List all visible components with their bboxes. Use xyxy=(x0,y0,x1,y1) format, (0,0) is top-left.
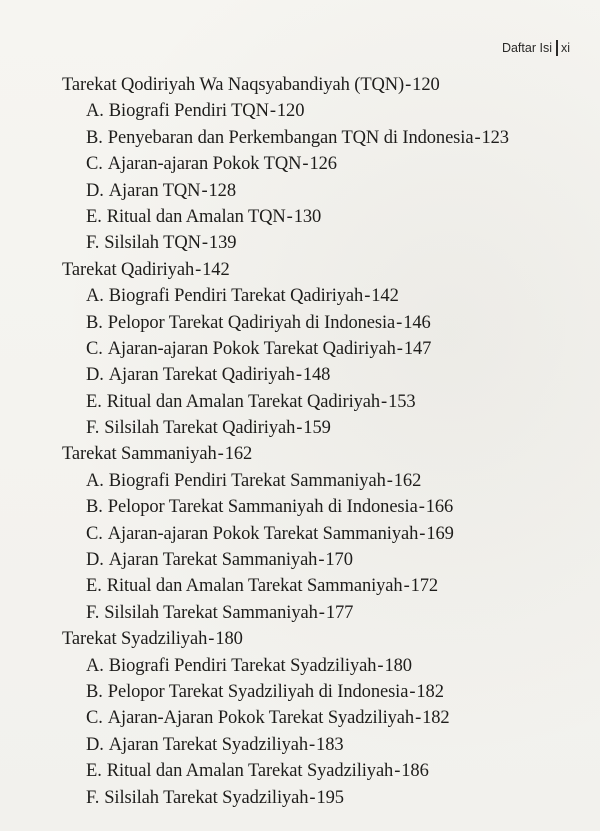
toc-subsection-title: Ritual dan Amalan Tarekat Sammaniyah xyxy=(106,576,403,597)
toc-subsection-letter: A. xyxy=(86,101,104,122)
toc-separator: - xyxy=(302,154,309,175)
toc-subsection-page: 159 xyxy=(303,418,331,439)
toc-chapter-entry[interactable] xyxy=(62,72,580,98)
toc-subsection-entry[interactable] xyxy=(62,521,580,547)
toc-section xyxy=(62,626,580,811)
toc-subsection-letter: B. xyxy=(86,312,103,333)
toc-section xyxy=(62,257,580,442)
toc-subsection-page: 162 xyxy=(393,470,422,491)
toc-subsection-letter: E. xyxy=(86,761,102,782)
toc-subsection-title: Ritual dan Amalan Tarekat Syadziliyah xyxy=(106,761,394,782)
toc-subsection-title: Ajaran-Ajaran Pokok Tarekat Syadziliyah xyxy=(107,708,415,729)
toc-subsection-page: 142 xyxy=(371,286,399,307)
toc-subsection-title: Biografi Pendiri Tarekat Syadziliyah xyxy=(108,655,377,676)
toc-separator: - xyxy=(286,206,293,227)
toc-section xyxy=(62,72,580,257)
toc-subsection-title: Biografi Pendiri TQN xyxy=(108,101,269,122)
toc-separator: - xyxy=(269,101,276,122)
toc-subsection-entry[interactable] xyxy=(62,785,580,811)
toc-separator: - xyxy=(403,576,410,597)
toc-subsection-letter: B. xyxy=(86,127,103,148)
toc-subsection-entry[interactable] xyxy=(62,310,580,336)
toc-subsection-page: 183 xyxy=(316,734,344,755)
toc-chapter-entry[interactable] xyxy=(62,626,580,652)
toc-subsection-title: Ajaran-ajaran Pokok Tarekat Sammaniyah xyxy=(107,523,419,544)
toc-subsection-entry[interactable] xyxy=(62,600,580,626)
toc-separator: - xyxy=(394,761,401,782)
toc-subsection-entry[interactable] xyxy=(62,653,580,679)
toc-subsection-entry[interactable] xyxy=(62,679,580,705)
toc-subsection-title: Biografi Pendiri Tarekat Sammaniyah xyxy=(108,470,386,491)
toc-subsection-title: Ajaran TQN xyxy=(108,180,201,201)
toc-subsection-title: Pelopor Tarekat Qadiriyah di Indonesia xyxy=(107,312,396,333)
toc-separator: - xyxy=(318,550,325,571)
toc-subsection-letter: B. xyxy=(86,681,103,702)
toc-separator: - xyxy=(309,787,316,808)
toc-subsection-page: 169 xyxy=(426,523,454,544)
toc-subsection-letter: D. xyxy=(86,734,104,755)
toc-subsection-entry[interactable] xyxy=(62,758,580,784)
toc-separator: - xyxy=(296,418,303,439)
toc-separator: - xyxy=(195,259,202,280)
toc-chapter-page: 142 xyxy=(202,259,230,280)
toc-subsection-letter: F. xyxy=(86,418,100,439)
toc-subsection-entry[interactable] xyxy=(62,230,580,256)
toc-subsection-entry[interactable] xyxy=(62,494,580,520)
toc-subsection-title: Ritual dan Amalan Tarekat Qadiriyah xyxy=(106,391,381,412)
toc-subsection-page: 126 xyxy=(309,154,337,175)
running-head-page-number: xi xyxy=(560,41,570,55)
toc-chapter-title: Tarekat Qadiriyah xyxy=(62,259,195,280)
toc-separator: - xyxy=(308,734,316,755)
table-of-contents xyxy=(62,72,580,811)
toc-subsection-letter: F. xyxy=(86,602,100,623)
toc-subsection-title: Ajaran-ajaran Pokok Tarekat Qadiriyah xyxy=(107,338,396,359)
toc-subsection-letter: C. xyxy=(86,708,103,729)
toc-subsection-entry[interactable] xyxy=(62,415,580,441)
running-head xyxy=(502,40,570,56)
toc-subsection-letter: E. xyxy=(86,206,102,227)
toc-subsection-page: 147 xyxy=(403,338,432,359)
toc-subsection-page: 172 xyxy=(410,576,439,597)
toc-subsection-page: 182 xyxy=(416,681,444,702)
toc-subsection-page: 148 xyxy=(302,365,331,386)
toc-subsection-entry[interactable] xyxy=(62,389,580,415)
toc-subsection-title: Ajaran Tarekat Qadiriyah xyxy=(108,365,295,386)
toc-subsection-entry[interactable] xyxy=(62,362,580,388)
toc-subsection-letter: C. xyxy=(86,523,103,544)
toc-chapter-page: 162 xyxy=(224,444,253,465)
toc-separator: - xyxy=(396,338,403,359)
toc-chapter-entry[interactable] xyxy=(62,257,580,283)
toc-subsection-page: 186 xyxy=(401,761,429,782)
toc-subsection-entry[interactable] xyxy=(62,573,580,599)
toc-subsection-page: 128 xyxy=(208,180,236,201)
toc-subsection-title: Pelopor Tarekat Sammaniyah di Indonesia xyxy=(107,497,418,518)
toc-subsection-letter: B. xyxy=(86,497,103,518)
toc-separator: - xyxy=(381,391,388,412)
toc-subsection-letter: C. xyxy=(86,338,103,359)
toc-chapter-page: 180 xyxy=(215,629,243,650)
toc-subsection-letter: E. xyxy=(86,391,102,412)
toc-subsection-page: 123 xyxy=(481,127,509,148)
toc-subsection-entry[interactable] xyxy=(62,204,580,230)
toc-subsection-letter: E. xyxy=(86,576,102,597)
toc-subsection-page: 180 xyxy=(384,655,412,676)
toc-separator: - xyxy=(415,708,422,729)
toc-chapter-entry[interactable] xyxy=(62,441,580,467)
toc-subsection-title: Silsilah TQN xyxy=(104,233,201,254)
toc-subsection-letter: D. xyxy=(86,365,104,386)
toc-subsection-title: Biografi Pendiri Tarekat Qadiriyah xyxy=(108,286,364,307)
toc-subsection-entry[interactable] xyxy=(62,732,580,758)
toc-subsection-letter: D. xyxy=(86,180,104,201)
toc-subsection-title: Ritual dan Amalan TQN xyxy=(106,206,286,227)
toc-separator: - xyxy=(409,681,416,702)
toc-subsection-entry[interactable] xyxy=(62,468,580,494)
toc-subsection-title: Ajaran-ajaran Pokok TQN xyxy=(107,154,302,175)
toc-subsection-letter: D. xyxy=(86,550,104,571)
toc-subsection-page: 146 xyxy=(403,312,431,333)
toc-subsection-page: 170 xyxy=(325,550,353,571)
toc-subsection-page: 139 xyxy=(208,233,237,254)
toc-subsection-page: 130 xyxy=(293,206,322,227)
toc-separator: - xyxy=(217,444,224,465)
toc-subsection-letter: A. xyxy=(86,286,104,307)
toc-subsection-letter: C. xyxy=(86,154,103,175)
toc-subsection-page: 120 xyxy=(276,101,305,122)
toc-subsection-entry[interactable] xyxy=(62,98,580,124)
toc-separator: - xyxy=(318,602,325,623)
running-head-title: Daftar Isi xyxy=(501,41,552,55)
toc-subsection-letter: F. xyxy=(86,787,100,808)
toc-subsection-title: Ajaran Tarekat Syadziliyah xyxy=(108,734,308,755)
toc-separator: - xyxy=(474,127,481,148)
toc-chapter-title: Tarekat Sammaniyah xyxy=(62,444,217,465)
toc-subsection-title: Silsilah Tarekat Sammaniyah xyxy=(104,602,318,623)
toc-subsection-entry[interactable] xyxy=(62,705,580,731)
toc-subsection-letter: A. xyxy=(86,655,104,676)
toc-subsection-page: 195 xyxy=(316,787,344,808)
toc-subsection-title: Pelopor Tarekat Syadziliyah di Indonesia xyxy=(107,681,409,702)
toc-subsection-title: Silsilah Tarekat Syadziliyah xyxy=(104,787,309,808)
toc-subsection-page: 177 xyxy=(325,602,354,623)
toc-subsection-entry[interactable] xyxy=(62,178,580,204)
toc-subsection-page: 153 xyxy=(388,391,416,412)
toc-chapter-title: Tarekat Syadziliyah xyxy=(62,629,208,650)
toc-subsection-page: 182 xyxy=(422,708,450,729)
toc-subsection-entry[interactable] xyxy=(62,283,580,309)
toc-subsection-title: Penyebaran dan Perkembangan TQN di Indonesia xyxy=(107,127,474,148)
toc-subsection-entry[interactable] xyxy=(62,336,580,362)
toc-subsection-title: Ajaran Tarekat Sammaniyah xyxy=(108,550,318,571)
toc-chapter-page: 120 xyxy=(412,75,440,95)
toc-separator: - xyxy=(201,180,208,201)
toc-separator: - xyxy=(364,286,371,307)
toc-subsection-entry[interactable] xyxy=(62,151,580,177)
toc-separator: - xyxy=(419,523,426,544)
toc-subsection-entry[interactable] xyxy=(62,125,580,151)
toc-separator: - xyxy=(386,470,393,491)
toc-separator: - xyxy=(295,365,302,386)
toc-chapter-title: Tarekat Qodiriyah Wa Naqsyabandiyah (TQN) xyxy=(62,75,405,95)
toc-subsection-page: 166 xyxy=(425,497,454,518)
toc-subsection-title: Silsilah Tarekat Qadiriyah xyxy=(104,418,296,439)
toc-separator: - xyxy=(201,233,208,254)
toc-subsection-letter: A. xyxy=(86,470,104,491)
toc-separator: - xyxy=(208,629,215,650)
toc-separator: - xyxy=(396,312,403,333)
toc-section xyxy=(62,441,580,626)
running-head-separator xyxy=(556,40,558,56)
toc-separator: - xyxy=(405,75,412,95)
toc-subsection-entry[interactable] xyxy=(62,547,580,573)
toc-subsection-letter: F. xyxy=(86,233,100,254)
toc-separator: - xyxy=(377,655,384,676)
toc-separator: - xyxy=(418,497,425,518)
